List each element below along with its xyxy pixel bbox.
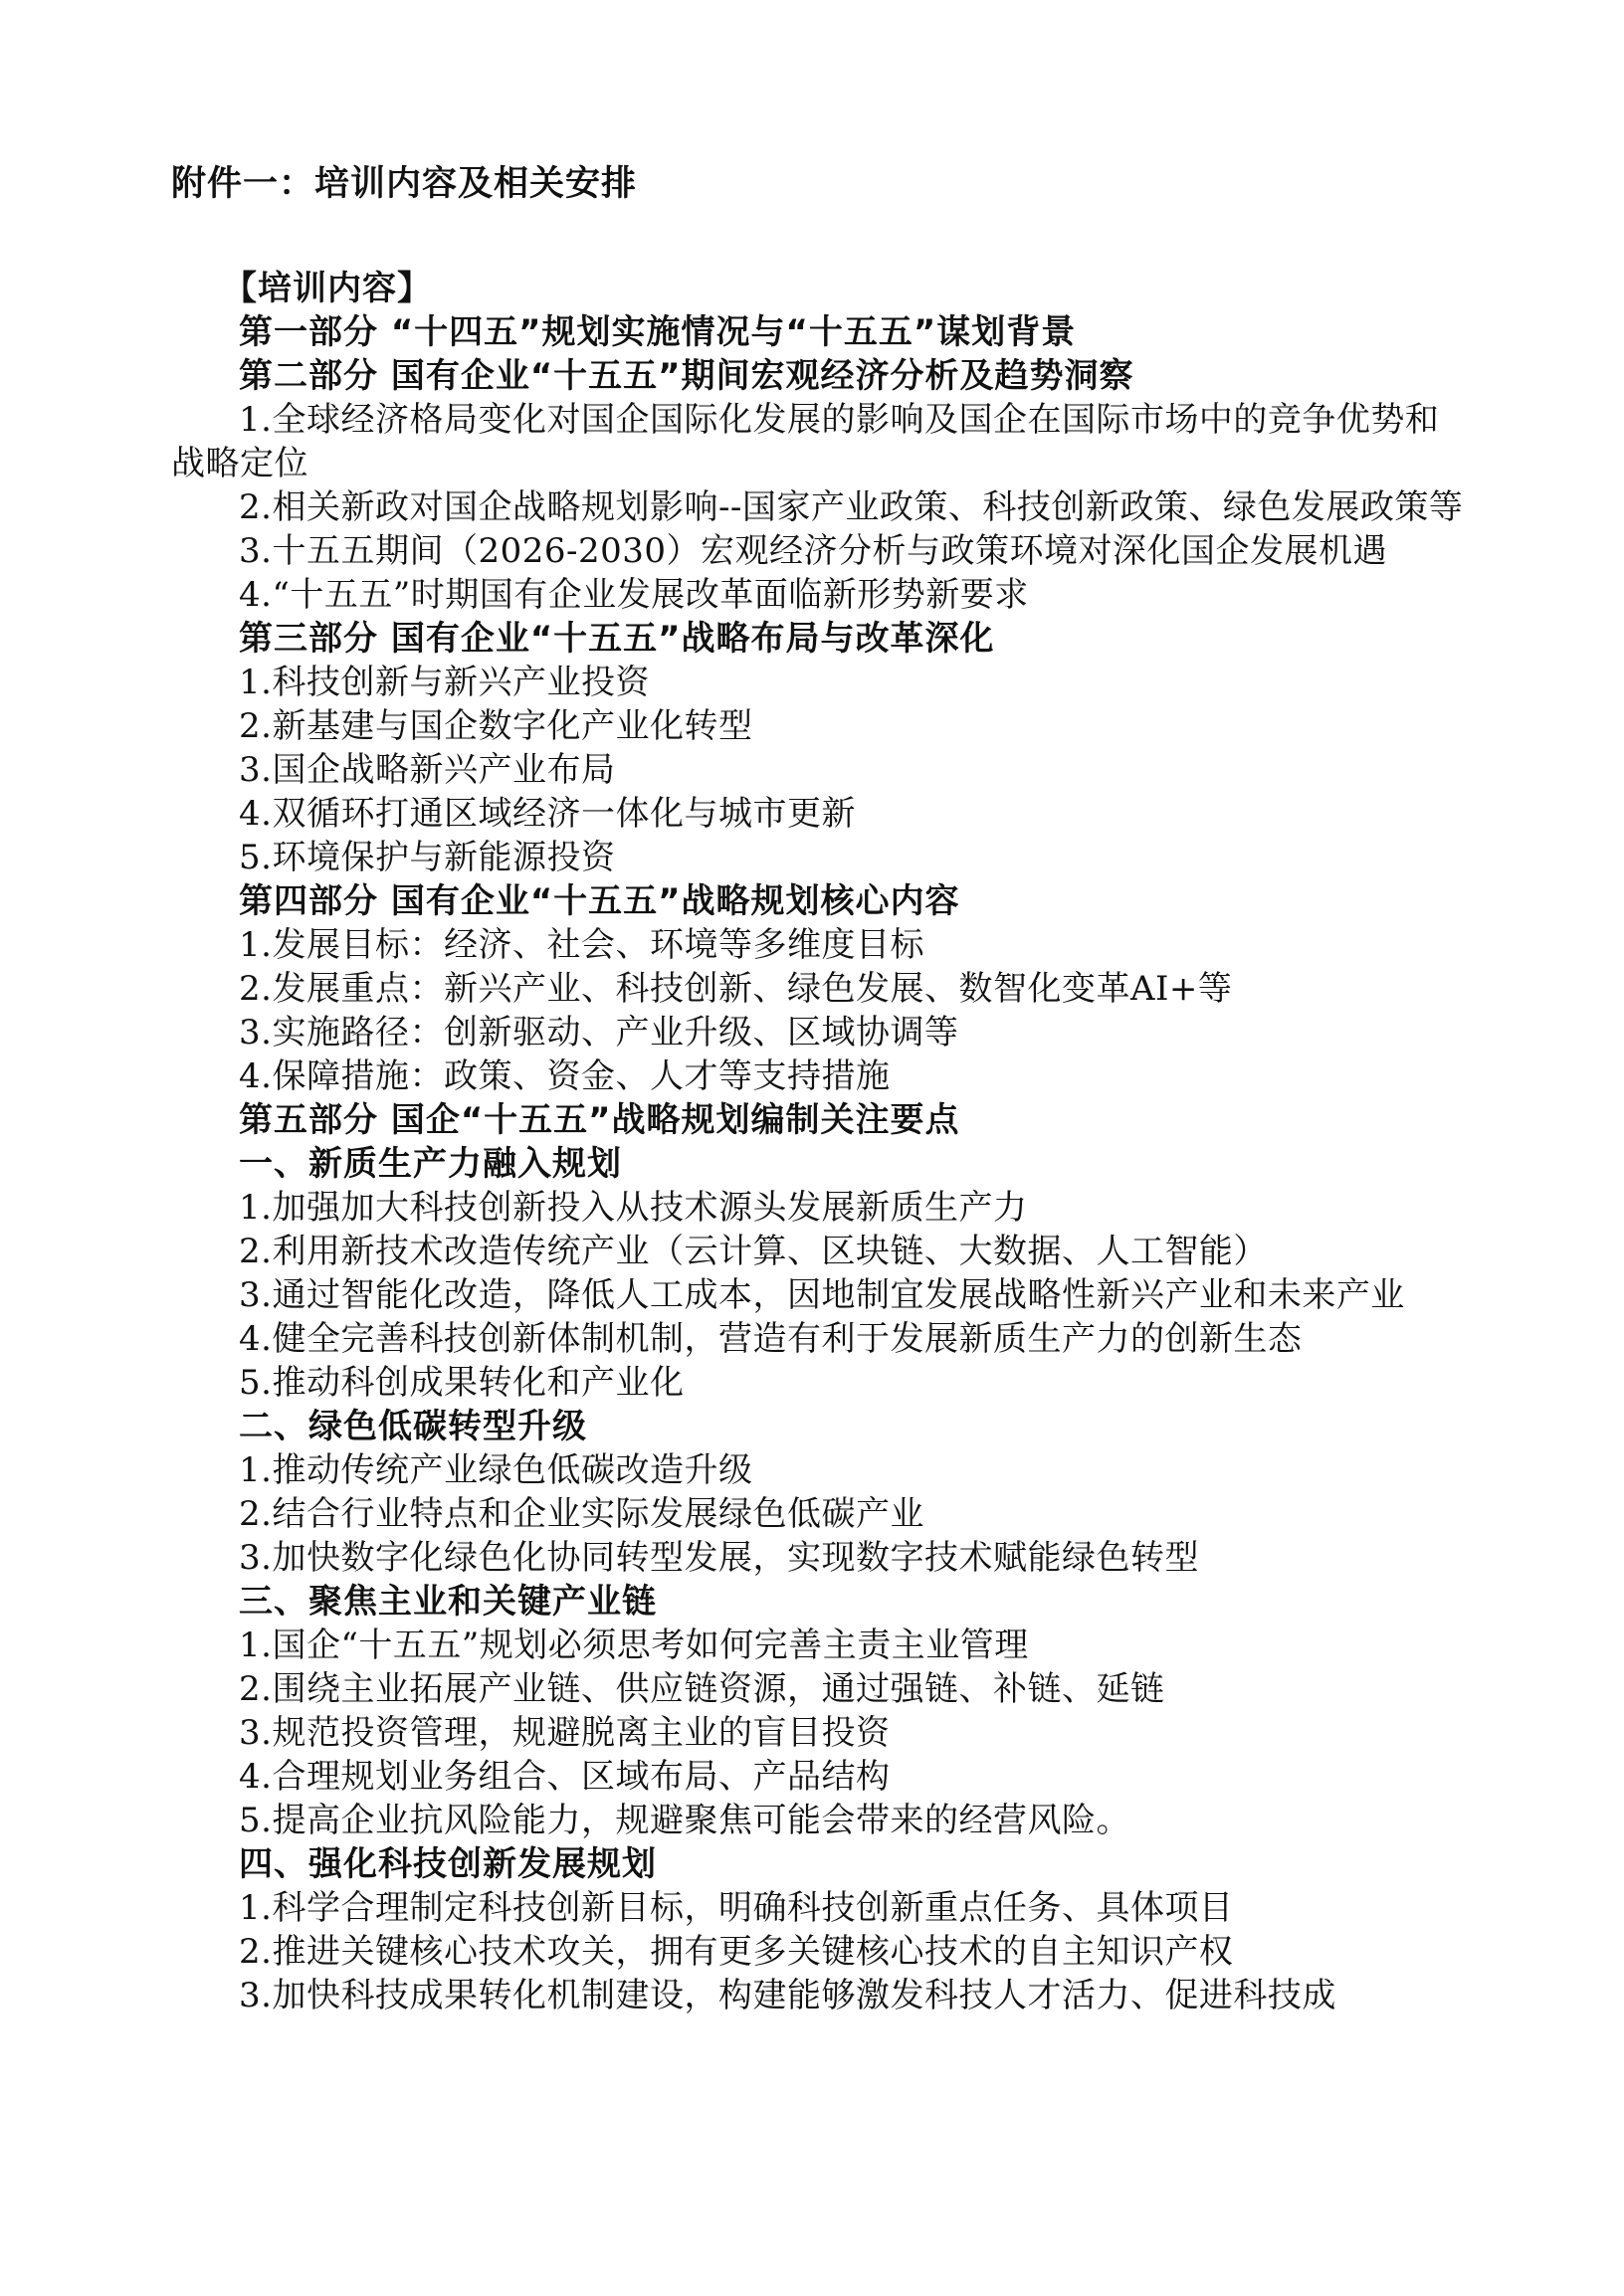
list-item: 3.加快数字化绿色化协同转型发展，实现数字技术赋能绿色转型 [239,1538,1199,1578]
list-item: 1.发展目标：经济、社会、环境等多维度目标 [239,925,924,965]
list-item: 5.提高企业抗风险能力，规避聚焦可能会带来的经营风险。 [239,1801,1130,1840]
part-heading: 第一部分 “十四五”规划实施情况与“十五五”谋划背景 [239,312,1077,352]
list-item: 2.结合行业特点和企业实际发展绿色低碳产业 [239,1494,924,1534]
list-item: 3.通过智能化改造，降低人工成本，因地制宜发展战略性新兴产业和未来产业 [239,1275,1405,1315]
section-heading: 【培训内容】 [223,269,432,308]
list-item: 2.发展重点：新兴产业、科技创新、绿色发展、数智化变革AI+等 [239,969,1233,1009]
list-item: 3.十五五期间（2026-2030）宏观经济分析与政策环境对深化国企发展机遇 [239,531,1387,571]
list-item: 5.环境保护与新能源投资 [239,838,616,877]
subsection-heading: 二、绿色低碳转型升级 [239,1407,587,1446]
list-item: 2.新基建与国企数字化产业化转型 [239,706,753,746]
list-item: 1.全球经济格局变化对国企国际化发展的影响及国企在国际市场中的竞争优势和战略定位 [171,400,1440,483]
list-item: 2.推进关键核心技术攻关，拥有更多关键核心技术的自主知识产权 [239,1932,1234,1972]
list-item: 5.推动科创成果转化和产业化 [239,1363,685,1403]
part-heading: 第四部分 国有企业“十五五”战略规划核心内容 [239,881,960,921]
list-item: 4.双循环打通区域经济一体化与城市更新 [239,794,856,834]
list-item: 3.加快科技成果转化机制建设，构建能够激发科技人才活力、促进科技成 [239,1976,1336,2015]
list-item: 1.加强加大科技创新投入从技术源头发展新质生产力 [239,1188,1028,1228]
list-item: 4.保障措施：政策、资金、人才等支持措施 [239,1056,891,1096]
document-title: 附件一：培训内容及相关安排 [171,164,638,204]
list-item: 3.规范投资管理，规避脱离主业的盲目投资 [239,1713,891,1753]
list-item: 3.国企战略新兴产业布局 [239,750,616,790]
part-heading: 第二部分 国有企业“十五五”期间宏观经济分析及趋势洞察 [239,356,1134,396]
list-item: 1.科学合理制定科技创新目标，明确科技创新重点任务、具体项目 [239,1888,1234,1928]
list-item: 1.推动传统产业绿色低碳改造升级 [239,1450,753,1490]
document-content [171,162,1465,2017]
list-item: 3.实施路径：创新驱动、产业升级、区域协调等 [239,1013,959,1052]
list-item: 2.围绕主业拓展产业链、供应链资源，通过强链、补链、延链 [239,1669,1165,1709]
list-item: 4.“十五五”时期国有企业发展改革面临新形势新要求 [239,575,1029,615]
list-item: 2.相关新政对国企战略规划影响--国家产业政策、科技创新政策、绿色发展政策等 [239,487,1464,527]
subsection-heading: 一、新质生产力融入规划 [239,1144,622,1184]
list-item: 1.科技创新与新兴产业投资 [239,663,650,702]
list-item: 1.国企“十五五”规划必须思考如何完善主责主业管理 [239,1626,1029,1665]
part-heading: 第三部分 国有企业“十五五”战略布局与改革深化 [239,619,995,659]
list-item: 4.合理规划业务组合、区域布局、产品结构 [239,1757,891,1797]
part-heading: 第五部分 国企“十五五”战略规划编制关注要点 [239,1100,960,1140]
subsection-heading: 三、聚焦主业和关键产业链 [239,1582,657,1622]
list-item: 2.利用新技术改造传统产业（云计算、区块链、大数据、人工智能） [239,1232,1268,1271]
list-item: 4.健全完善科技创新体制机制，营造有利于发展新质生产力的创新生态 [239,1319,1303,1359]
subsection-heading: 四、强化科技创新发展规划 [239,1844,657,1884]
